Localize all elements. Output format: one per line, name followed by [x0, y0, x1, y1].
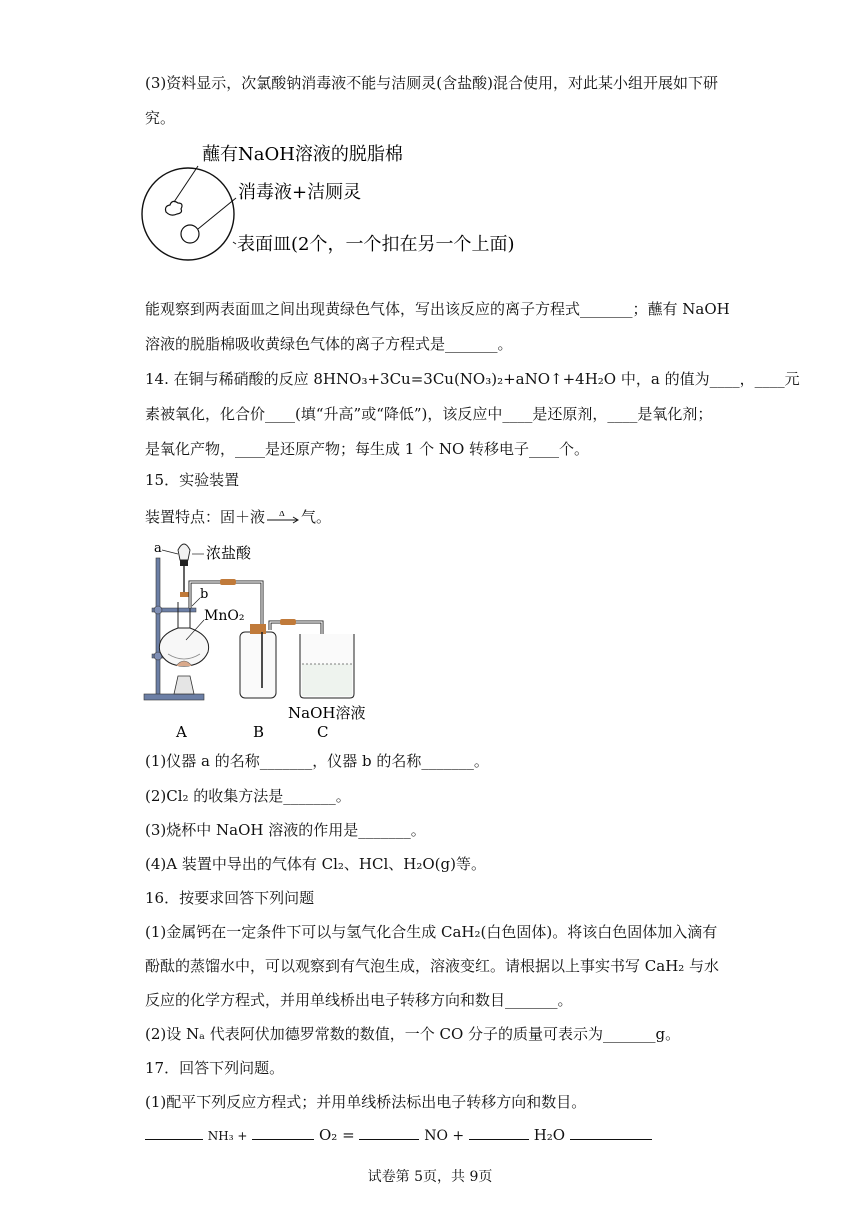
q13-after-line1: 能观察到两表面皿之间出现黄绿色气体，写出该反应的离子方程式_______；蘸有 NaOH [145, 300, 730, 318]
q15-feature [145, 506, 331, 527]
label-apparatus-c: C [317, 723, 329, 741]
arrow-condition: Δ [279, 511, 285, 518]
label-b: b [200, 587, 209, 602]
feature-suffix: 气。 [301, 508, 332, 526]
label-apparatus-b: B [253, 723, 265, 741]
q13-part3-line2: 究。 [145, 109, 176, 127]
eq-o2: O₂ = [319, 1126, 355, 1144]
q13-after-line2: 溶液的脱脂棉吸收黄绿色气体的离子方程式是_______。 [145, 335, 513, 353]
q15-p3: (3)烧杯中 NaOH 溶液的作用是_______。 [145, 821, 426, 839]
chlorine-apparatus-figure [142, 536, 382, 742]
q14-line3: 是氧化产物，____是还原产物；每生成 1 个 NO 转移电子____个。 [145, 440, 590, 458]
eq-nh3: NH₃ + [207, 1129, 248, 1143]
q15-title: 15．实验装置 [145, 471, 240, 489]
label-cotton: 蘸有NaOH溶液的脱脂棉 [202, 144, 403, 165]
q17-title: 17．回答下列问题。 [145, 1059, 285, 1077]
label-conc-hcl: 浓盐酸 [206, 544, 252, 562]
feature-prefix: 装置特点：固＋液 [145, 508, 266, 526]
q16-p1-line2: 酚酞的蒸馏水中，可以观察到有气泡生成，溶液变红。请根据以上事实书写 CaH₂ 与水 [145, 957, 720, 975]
label-a: a [154, 541, 162, 556]
blank-nh3[interactable] [145, 1138, 203, 1140]
eq-no: NO + [424, 1128, 465, 1144]
label-watch-glass: 表面皿(2个，一个扣在另一个上面) [237, 234, 515, 255]
q16-title: 16．按要求回答下列问题 [145, 889, 315, 907]
watch-glass-figure [140, 138, 580, 278]
q16-p1-line1: (1)金属钙在一定条件下可以与氢气化合生成 CaH₂(白色固体)。将该白色固体加入滴有 [145, 923, 718, 941]
label-mno2: MnO₂ [204, 608, 245, 624]
q17-p1: (1)配平下列反应方程式；并用单线桥法标出电子转移方向和数目。 [145, 1093, 587, 1111]
q13-part3-line1: (3)资料显示，次氯酸钠消毒液不能与洁厕灵(含盐酸)混合使用，对此某小组开展如下研 [145, 74, 718, 92]
blank-o2[interactable] [252, 1138, 314, 1140]
q15-p1: (1)仪器 a 的名称_______，仪器 b 的名称_______。 [145, 752, 489, 770]
balance-equation [145, 1126, 652, 1144]
q15-p2: (2)Cl₂ 的收集方法是_______。 [145, 787, 351, 805]
eq-h2o: H₂O [533, 1126, 566, 1144]
reaction-arrow [265, 511, 301, 525]
page-footer: 试卷第 5页，共 9页 [367, 1169, 493, 1185]
label-apparatus-a: A [176, 723, 187, 741]
q16-p2: (2)设 Nₐ 代表阿伏加德罗常数的数值，一个 CO 分子的质量可表示为_______g。 [145, 1025, 681, 1043]
q14-line1: 14. 在铜与稀硝酸的反应 8HNO₃+3Cu=3Cu(NO₃)₂+aNO↑+4H₂O 中，a 的值为____，____元 [145, 370, 800, 388]
q15-p4: (4)A 装置中导出的气体有 Cl₂、HCl、H₂O(g)等。 [145, 855, 486, 873]
label-mixture: 消毒液+洁厕灵 [238, 182, 362, 203]
label-naoh-solution: NaOH溶液 [288, 704, 366, 722]
q16-p1-line3: 反应的化学方程式，并用单线桥出电子转移方向和数目_______。 [145, 991, 573, 1009]
blank-electron-transfer[interactable] [570, 1138, 652, 1140]
blank-h2o[interactable] [469, 1138, 529, 1140]
q14-line2: 素被氧化，化合价____(填“升高”或“降低”)，该反应中____是还原剂，____是氧化剂； [145, 405, 713, 423]
blank-no[interactable] [359, 1138, 419, 1140]
